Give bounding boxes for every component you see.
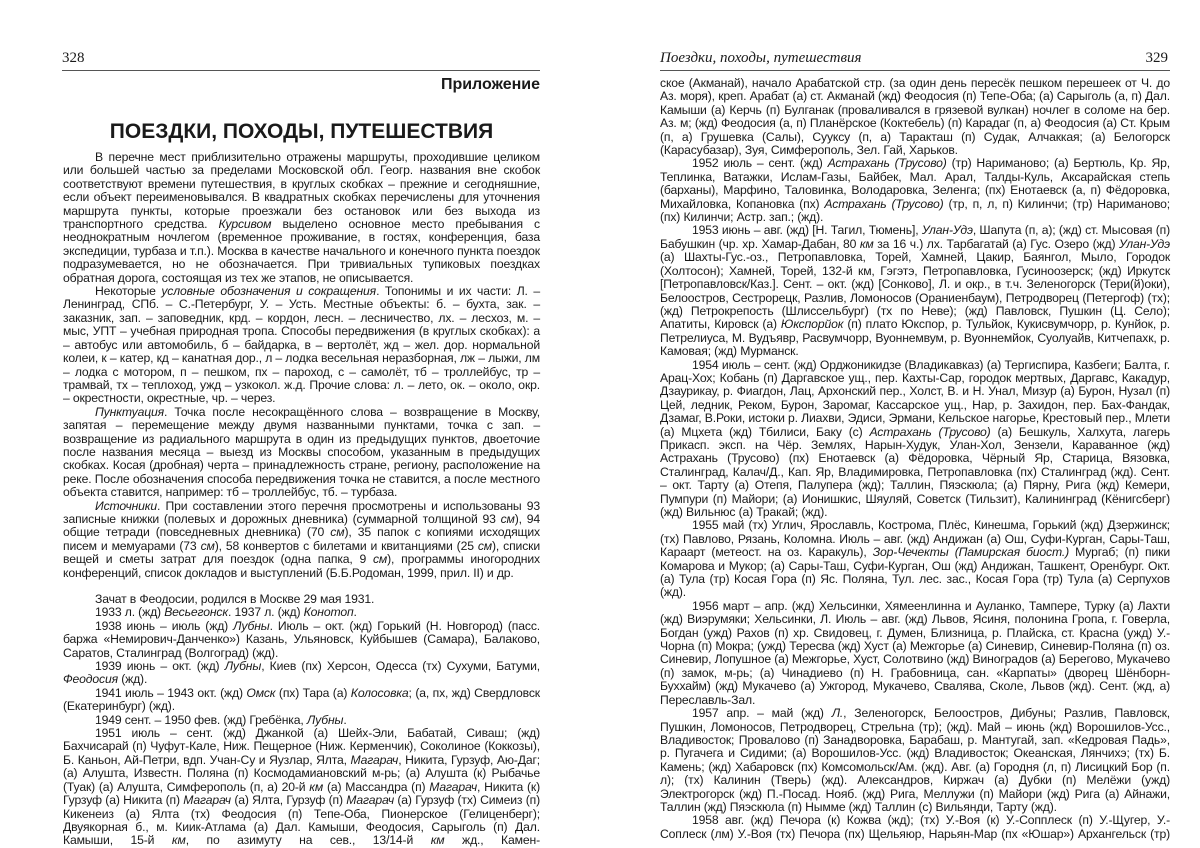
page-number: 328 [62,50,85,67]
italic-term: Астрахань (Трусово) [869,425,990,439]
intro-paragraph: Пунктуация. Точка после несокращённого слова – возвращение в Москву, запятая – перемещение между двумя названными пунктами, точка с зап. – возвращение из радиального маршрута в один из предыдущих пунктов, двоеточие после названия месяца – выезд из Москвы способом, указанным в предыдущих скобках. Косая (дробная) черта – принадлежность стране, региону, расположение на реке. После обозначения способа передвижения точка не ставится, а после местного объекта ставится, например: тб – троллейбус, тб. – турбаза. [63,406,540,500]
chapter-title: ПОЕЗДКИ, ПОХОДЫ, ПУТЕШЕСТВИЯ [63,120,540,144]
left-body-text [63,151,540,848]
italic-term: см [501,512,515,526]
travel-entry: 1956 март – апр. (жд) Хельсинки, Хямеенлинна и Ауланко, Тампере, Турку (а) Лахти (жд) Виэрумяки; Хельсинки, Л. Июль – авг. (жд) Львов, Ясиня, полонина Гропа, г. Говерла, Богдан (ужд) Рахов (п) хр. Свидовец, г. Думен, Близница, р. Плайска, ст. Красна (ужд) У.-Чорна (п) Мокра; (ужд) Тересва (жд) Хуст (а) Межгорье (а) Синевир, Синевир-Поляна (п) оз. Синевир, Лопушное (а) Межгорье, Хуст, Солотвино (жд) Виноградов (а) Берегово, Мукачево (п) замок, м-рь; (а) Чинадиево (п) Н. Грабовница, сан. «Карпаты» (дворец Шёнборн-Буххайм) (жд) Мукачево (а) Ужгород, Мукачево, Свалява, Сколе, Львов (жд). Сент. (жд, а) Переславль-Зал. [660,600,1170,707]
italic-term: Магарач [351,753,399,767]
travel-entry: 1954 июль – сент. (жд) Орджоникидзе (Владикавказ) (а) Тергиспира, Казбеги; Балта, г. Арац-Хох; Кобань (п) Даргавское ущ., пер. Кахты-Сар, городок мертвых, Даргавс, Какадур, Дзаурикау, р. Фиагдон, Лац, Архонский пер., Холст, В. и Н. Унал, Мизур (а) Бурон, Нузал (п) Цей, ледник, Реком, Бурон, Заромаг, Кассарское ущ., Нар, р. Захидон, пер. Бах-Фандак, Дзамаг, В.Роки, истоки р. Лиахви, Эдиси, Эрмани, Кельское нагорье, Крестовый пер., Млети (а) Мцхета (жд) Тбилиси, Баку (с) Астрахань (Трусово) (а) Бешкуль, Халхута, лагерь Прикасп. эксп. на Чёр. Землях, Нарын-Худук, Улан-Хол, Зензели, Караванное (жд) Астрахань (Трусово) (пх) Енотаевск (а) Фёдоровка, Чёрный Яр, Старица, Вязовка, Сталинград, Калач/Д., Кап. Яр, Владимировка, Петропавловка (пх) Сталинград (жд). Сент. – окт. Тарту (а) Отепя, Палупера (жд); Таллин, Пяэскюла; (а) Пярну, Рига (жд) Кемери, Пумпури (п) Майори; (а) Ионишкис, Шяуляй, Советск (Тильзит), Калининград (Кёнигсберг) (жд) Вильнюс (а) Тракай; (жд). [660,359,1170,520]
travel-entry: 1953 июнь – авг. (жд) [Н. Тагил, Тюмень], Улан-Удэ, Шапута (п, а); (жд) ст. Мысовая (п) Бабушкин (чр. хр. Хамар-Дабан, 80 км за 16 ч.) лх. Тарбагатай (а) Гус. Озеро (жд) Улан-Удэ (а) Шахты-Гус.-оз., Петропавловка, Торей, Хамней, Цакир, Баянгол, Мыло, Городок (Холтосон); Хамней, Торей, 132-й км, Гэгэтэ, Петропавловка, Гусиноозерск; (жд) Иркутск [Петропавловск/Каз.]. Сент. – окт. (жд) [Сонково], Л. и окр., в т.ч. Зеленогорск (Тери(й)оки), Белоостров, Сестрорецк, Разлив, Ломоносов (Ораниенбаум), Петродворец (Петергоф) (тх); (жд) Петрокрепость (Шлиссельбург) (тх по Неве); (жд) Павловск, Пушкин (Ц. Село); Апатиты, Кировск (а) Юкспорйок (п) плато Юкспор, р. Тульйок, Кукисвумчорр, р. Кунйок, р. Петрелиуса, М. Вудъявр, Расвумчорр, Вуоннемвум, р. Вуоннемйок, Суолуайв, Китчепахк, р. Камовая; (жд) Мурманск. [660,224,1170,358]
italic-term: Улан-Удэ [922,223,973,237]
italic-term: Лубны [307,713,344,727]
travel-entry: 1957 апр. – май (жд) Л., Зеленогорск, Белоостров, Дибуны; Разлив, Павловск, Пушкин, Ломоносов, Петродворец, Стрельна (тр); (жд). Май – июнь (жд) Ворошилов-Усс., Владивосток; Провалово (п) Занадворовка, Барабаш, р. Мантугай, зап. «Кедровая Падь», р. Пугачега и Сидими; (а) Ворошилов-Усс. (жд) Владивосток; Океанская, Лянчихэ; (тх) Б. Камень; (жд) Хабаровск (пх) Комсомольск/Ам. (жд). Авг. (а) Городня (л, п) Лисицкий Бор (п. л); (тх) Калинин (Тверь) (жд). Александров, Киржач (а) Дубки (п) Мелёжи (ужд) Электрогорск (жд) П.-Посад. Нояб. (жд) Рига, Меллужи (п) Майори (жд) Рига (а) Айнажи, Таллин (жд) Пяэскюла (п) Нымме (жд) Таллин (с) Вильянди, Тарту (жд). [660,707,1170,814]
travel-entry: 1958 авг. (жд) Печора (к) Кожва (жд); (тх) У.-Воя (к) У.-Сопплеск (п) У.-Щугер, У.-Соплеск (лм) У.-Воя (тх) Печора (пх) Щельяюр, Нарьян-Мар (пх «Юшар») Архангельск (тр) [660,814,1170,841]
italic-term: Пунктуация [95,405,164,419]
italic-term: Юкспорйок [781,317,843,331]
intro-paragraph: Некоторые условные обозначения и сокращения. Топонимы и их части: Л. – Ленинград, СПб. – С.-Петербург, У. – Усть. Местные объекты: б. – бухта, зак. – заказник, зап. – заповедник, крд. – кордон, лесн. – лесничество, лх. – лесхоз, м. – мыс, УПТ – учебная природная тропа. Способы передвижения (в круглых скобках): а – автобус или автомобиль, б – байдарка, в – вертолёт, жд – жел. дор. нормальной колеи, к – катер, кд – канатная дор., л – лодка весельная неразборная, лж – лыжи, лм – лодка с мотором, п – пешком, пх – пароход, с – самолёт, тб – троллейбус, тр – трамвай, тх – теплоход, ужд – узкокол. ж.д. Прочие слова: л. – лето, ок. – около, окр. – окрестности, окрестные, чр. – через. [63,285,540,406]
italic-term: Феодосия [63,672,118,686]
travel-entry: 1933 л. (жд) Весьегонск. 1937 л. (жд) Конотоп. [63,606,540,619]
italic-term: км [431,833,445,847]
italic-term: Колосовка [351,686,409,700]
travel-entry: 1941 июль – 1943 окт. (жд) Омск (пх) Тара (а) Колосовка; (а, пх, жд) Свердловск (Екатеринбург) (жд). [63,687,540,714]
travel-entry: 1952 июль – сент. (жд) Астрахань (Трусово) (тр) Нариманово; (а) Бертюль, Кр. Яр, Теплинка, Ватажки, Ислам-Газы, Байбек, Мал. Арал, Талды-Куль, Аксарайская степь (барханы), Марфино, Таловинка, Володаровка, Зеленга; (пх) Енотаевск (а, п) Фёдоровка, Михайловка, Копановка (пх) Астрахань (Трусово) (тр, п, л, п) Килинчи; (тр) Нариманово; (пх) Килинчи; Астр. зап.; (жд). [660,157,1170,224]
travel-entry: 1938 июнь – июль (жд) Лубны. Июль – окт. (жд) Горький (Н. Новгород) (пасс. баржа «Немирович-Данченко») Казань, Ульяновск, Куйбышев (Самара), Балаково, Саратов, Сталинград (Волгоград) (жд). [63,620,540,660]
italic-term: Астрахань (Трусово) [828,156,947,170]
left-page [0,0,600,848]
italic-term: км [309,780,323,794]
italic-term: см [478,539,492,553]
travel-entry: 1955 май (тх) Углич, Ярославль, Кострома, Плёс, Кинешма, Горький (жд) Дзержинск; (тх) Павлово, Рязань, Коломна. Июль – авг. (жд) Андижан (а) Ош, Суфи-Курган, Сары-Таш, Караарт (метеост. на оз. Каракуль), Зор-Чечекты (Памирская биост.) Мургаб; (п) пики Комарова и Мукор; (а) Сары-Таш, Суфи-Курган, Ош (жд) Андижан, Ташкент, Оренбург. Окт. (а) Тула (тр) Косая Гора (п) Яс. Поляна, Тул. лес. зас., Косая Гора (тр) Тула (а) Серпухов (жд). [660,519,1170,599]
travel-entry: Зачат в Феодосии, родился в Москве 29 мая 1931. [63,593,540,606]
italic-term: Л. [832,706,843,720]
intro-paragraph: В перечне мест приблизительно отражены маршруты, проходившие целиком или большей частью за пределами Московской обл. Геогр. названия вне скобок соответствуют времени путешествия, в круглых скобках – прежние и сегодняшние, если объект переименовывался. В квадратных скобках перечислены для уточнения маршрута пункты, которые проезжали без остановок или без выхода из транспортного средства. Курсивом выделено основное место пребывания с неоднократным ночлегом (временное проживание, в гостях, конференция, база экспедиции, турбаза и т.п.). Москва в качестве начального и конечного пункта поездок подразумевается, но не обозначается. При тривиальных тупиковых поездках обратная дорога, состоящая из тех же этапов, не описывается. [63,151,540,285]
page-number: 329 [1146,50,1169,67]
right-page [600,0,1200,848]
right-body-text [660,77,1170,841]
travel-entry: 1939 июнь – окт. (жд) Лубны, Киев (пх) Херсон, Одесса (тх) Сухуми, Батуми, Феодосия (жд). [63,660,540,687]
italic-term: Лубны [225,659,262,673]
header-rule [660,70,1170,71]
italic-term: Омск [246,686,275,700]
italic-term: км [860,237,874,251]
italic-term: Весьегонск [164,605,228,619]
italic-term: Магарач [346,793,394,807]
italic-term: см [201,539,215,553]
italic-term: Магарач [429,780,477,794]
italic-term: см [373,552,387,566]
section-label: Приложение [441,76,540,94]
italic-term: Улан-Удэ [1119,237,1170,251]
italic-term: Зор-Чечекты (Памирская биост.) [873,545,1069,559]
italic-term: Конотоп [304,605,354,619]
travel-entry: ское (Акманай), начало Арабатской стр. (за один день пересёк пешком перешеек от Ч. до Аз. моря), креп. Арабат (а) ст. Акманай (жд) Феодосия (п) Тепе-Оба; (а) Сарыголь (а, п) Дал. Камыши (а) Керчь (п) Булганак (проваливался в грязевой вулкан) ночлег в соломе на бер. Аз. м; (жд) Феодосия (а, п) Планёрское (Коктебель) (п) Карадаг (п, а) Феодосия (а) Ст. Крым (п, а) Грушевка (Салы), Сууксу (п, а) Таракташ (п) Судак, Алчаккая; (а) Белогорск (Карасубазар), Зуя, Симферополь, Зел. Гай, Харьков. [660,77,1170,157]
italic-term: см [330,525,344,539]
travel-entry: 1951 июль – сент. (жд) Джанкой (а) Шейх-Эли, Бабатай, Сиваш; (жд) Бахчисарай (п) Чуфут-Кале, Ниж. Пещерное (Ниж. Керменчик), Соколиное (Коккозы), Б. Каньон, Ай-Петри, вдп. Учан-Су и Яузлар, Ялта, Магарач, Никита, Гурзуф, Аю-Даг; (а) Алушта, Известн. Поляна (п) Космодамиановский м-рь; (а) Алушта (к) Рыбачье (Туак) (а) Алушта, Симферополь (п, а) 20-й км (а) Массандра (п) Магарач, Никита (к) Гурзуф (а) Никита (п) Магарач (а) Ялта, Гурзуф (п) Магарач (а) Гурзуф (тх) Симеиз (п) Кикенеиз (а) Ялта (тх) Феодосия (п) Тепе-Оба, Пионерское (Гелиценберг); Двуякорная б., м. Киик-Атлама (а) Дал. Камыши, Феодосия, Сарыголь (п) Дал. Камыши, 15-й км, по азимуту на сев., 13/14-й км жд., Камен- [63,727,540,848]
italic-term: Магарач [183,793,231,807]
italic-term: Источники [95,499,157,513]
running-head: Поездки, походы, путешествия [660,50,862,67]
italic-term: км [172,833,186,847]
italic-term: Лубны [233,619,270,633]
italic-term: условные обозначения и сокращения [161,284,376,298]
intro-paragraph: Источники. При составлении этого перечня просмотрены и использованы 93 записные книжки (полевых и дорожных дневника) (суммарной толщиной 93 см), 94 общие тетради (повседневных дневника) (70 см), 35 папок с копиями исходящих писем и мемуарами (73 см), 58 конвертов с билетами и квитанциями (25 см), списки вещей и сметы затрат для поездок (одна папка, 9 см), программы иногородних конференций, список докладов и выступлений (Б.Б.Родоман, 1999, прил. II) и др. [63,500,540,580]
header-rule [62,70,540,71]
travel-entry: 1949 сент. – 1950 фев. (жд) Гребёнка, Лубны. [63,714,540,727]
italic-term: Астрахань (Трусово) [824,197,943,211]
italic-term: Курсивом [219,217,272,231]
